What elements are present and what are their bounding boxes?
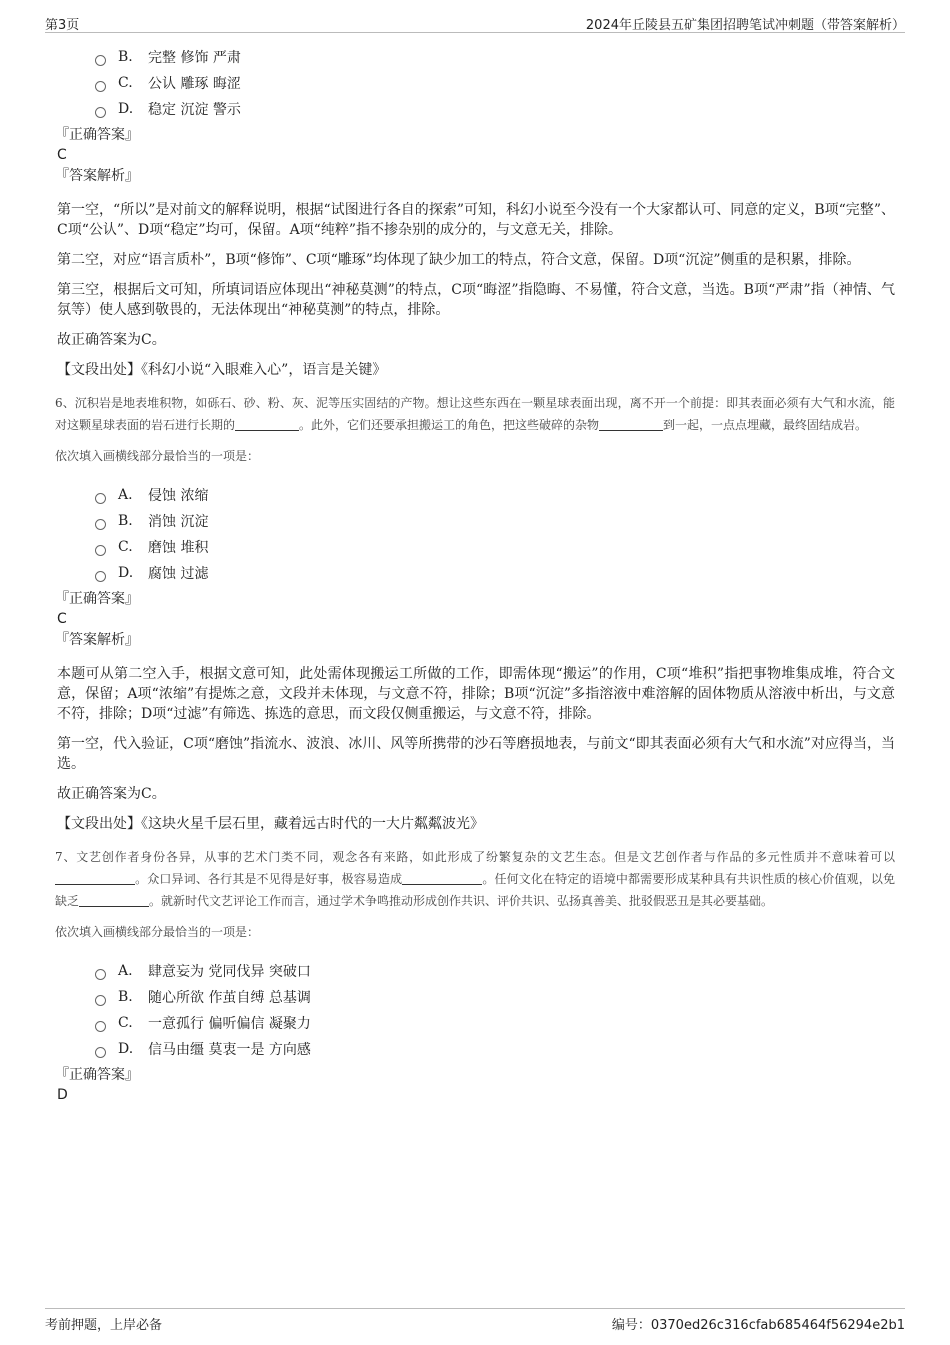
fill-blank: [599, 416, 663, 431]
radio-icon[interactable]: [95, 55, 106, 66]
q5-answer: C: [57, 147, 67, 163]
radio-icon[interactable]: [95, 995, 106, 1006]
radio-icon[interactable]: [95, 493, 106, 504]
fill-blank: [79, 892, 149, 907]
q6-source: 【文段出处】《这块火星千层石里，藏着远古时代的一大片粼粼波光》: [57, 816, 484, 832]
q6-analysis-label: 『答案解析』: [55, 632, 139, 648]
q7-prompt: 依次填入画横线部分最恰当的一项是：: [55, 925, 260, 939]
q5-answer-label: 『正确答案』: [55, 127, 139, 143]
q6-analysis-para: 本题可从第二空入手，根据文意可知，此处需体现搬运工所做的工作，即需体现“搬运”的作用，C项“堆积”指把事物堆集成堆，符合文意，保留；A项“浓缩”有提炼之意，文段并未体现，与文意不符，排除；B项“沉淀”多指溶液中难溶解的固体物质从溶液中析出，与文意不符，排除；D项“过滤”有筛选、拣选的意思，而文段仅侧重搬运，与文意不符，排除。: [57, 666, 895, 722]
q5-options: [95, 44, 895, 122]
q6-question: 6、沉积岩是地表堆积物，如砾石、砂、粉、灰、泥等压实固结的产物。想让这些东西在一颗星球表面出现，离不开一个前提：即其表面必须有大气和水流，能对这颗星球表面的岩石进行长期的 。此外，它们还要承担搬运工的角色，把这些破碎的杂物 到一起，一点点埋藏，最终固结成岩。: [55, 396, 895, 432]
document-body: [55, 42, 895, 1107]
q7-option-c[interactable]: C. 一意孤行 偏听偏信 凝聚力: [95, 1010, 895, 1036]
q5-analysis-para: 故正确答案为C。: [57, 332, 166, 348]
page-number: 第3页: [45, 18, 80, 33]
q6-prompt: 依次填入画横线部分最恰当的一项是：: [55, 449, 260, 463]
q5-analysis-para: 第一空，“所以”是对前文的解释说明，根据“试图进行各自的探索”可知，科幻小说至今没有一个大家都认可、同意的定义，B项“完整”、C项“公认”、D项“稳定”均可，保留。A项“纯粹”指不掺杂别的成分的，与文意无关，排除。: [57, 202, 895, 238]
q6-option-b[interactable]: B. 消蚀 沉淀: [95, 508, 895, 534]
q7-answer-label: 『正确答案』: [55, 1067, 139, 1083]
page-header: [45, 12, 905, 33]
q5-option-c[interactable]: C. 公认 雕琢 晦涩: [95, 70, 895, 96]
radio-icon[interactable]: [95, 1047, 106, 1058]
radio-icon[interactable]: [95, 1021, 106, 1032]
q5-analysis-para: 第二空，对应“语言质朴”，B项“修饰”、C项“雕琢”均体现了缺少加工的特点，符合文意，保留。D项“沉淀”侧重的是积累，排除。: [57, 252, 861, 268]
q6-option-d[interactable]: D. 腐蚀 过滤: [95, 560, 895, 586]
q5-option-b[interactable]: B. 完整 修饰 严肃: [95, 44, 895, 70]
q5-option-d[interactable]: D. 稳定 沉淀 警示: [95, 96, 895, 122]
q6-option-a[interactable]: A. 侵蚀 浓缩: [95, 482, 895, 508]
q6-answer: C: [57, 611, 67, 627]
q5-analysis-label: 『答案解析』: [55, 168, 139, 184]
radio-icon[interactable]: [95, 545, 106, 556]
footer-slogan: 考前押题，上岸必备: [45, 1318, 163, 1333]
q6-option-c[interactable]: C. 磨蚀 堆积: [95, 534, 895, 560]
fill-blank: [235, 416, 299, 431]
fill-blank: [55, 870, 135, 885]
page-footer: [45, 1308, 905, 1333]
q7-option-a[interactable]: A. 肆意妄为 党同伐异 突破口: [95, 958, 895, 984]
fill-blank: [402, 870, 482, 885]
radio-icon[interactable]: [95, 519, 106, 530]
radio-icon[interactable]: [95, 107, 106, 118]
q6-analysis-para: 故正确答案为C。: [57, 786, 166, 802]
q5-source: 【文段出处】《科幻小说“入眼难入心”，语言是关键》: [57, 362, 387, 378]
q7-question: 7、文艺创作者身份各异，从事的艺术门类不同，观念各有来路，如此形成了纷繁复杂的文艺生态。但是文艺创作者与作品的多元性质并不意味着可以。众口异词、各行其是不见得是好事，极容易造成 。任何文化在特定的语境中都需要形成某种具有共识性质的核心价值观，以免缺乏 。就新时代文艺评论工作而言，通过学术争鸣推动形成创作共识、评价共识、弘扬真善美、批驳假恶丑是其必要基础。: [55, 850, 895, 908]
radio-icon[interactable]: [95, 969, 106, 980]
q6-analysis-para: 第一空，代入验证，C项“磨蚀”指流水、波浪、冰川、风等所携带的沙石等磨损地表，与前文“即其表面必须有大气和水流”对应得当，当选。: [57, 736, 895, 772]
q7-answer: D: [57, 1087, 68, 1103]
q6-options: [95, 482, 895, 586]
q6-answer-label: 『正确答案』: [55, 591, 139, 607]
document-id: 编号：0370ed26c316cfab685464f56294e2b1: [611, 1318, 905, 1333]
radio-icon[interactable]: [95, 81, 106, 92]
q7-option-b[interactable]: B. 随心所欲 作茧自缚 总基调: [95, 984, 895, 1010]
q7-option-d[interactable]: D. 信马由缰 莫衷一是 方向感: [95, 1036, 895, 1062]
q5-analysis-para: 第三空，根据后文可知，所填词语应体现出“神秘莫测”的特点，C项“晦涩”指隐晦、不易懂，符合文意，当选。B项“严肃”指（神情、气氛等）使人感到敬畏的，无法体现出“神秘莫测”的特点，排除。: [57, 282, 895, 318]
document-title: 2024年丘陵县五矿集团招聘笔试冲刺题（带答案解析）: [585, 18, 905, 33]
radio-icon[interactable]: [95, 571, 106, 582]
q7-options: [95, 958, 895, 1062]
